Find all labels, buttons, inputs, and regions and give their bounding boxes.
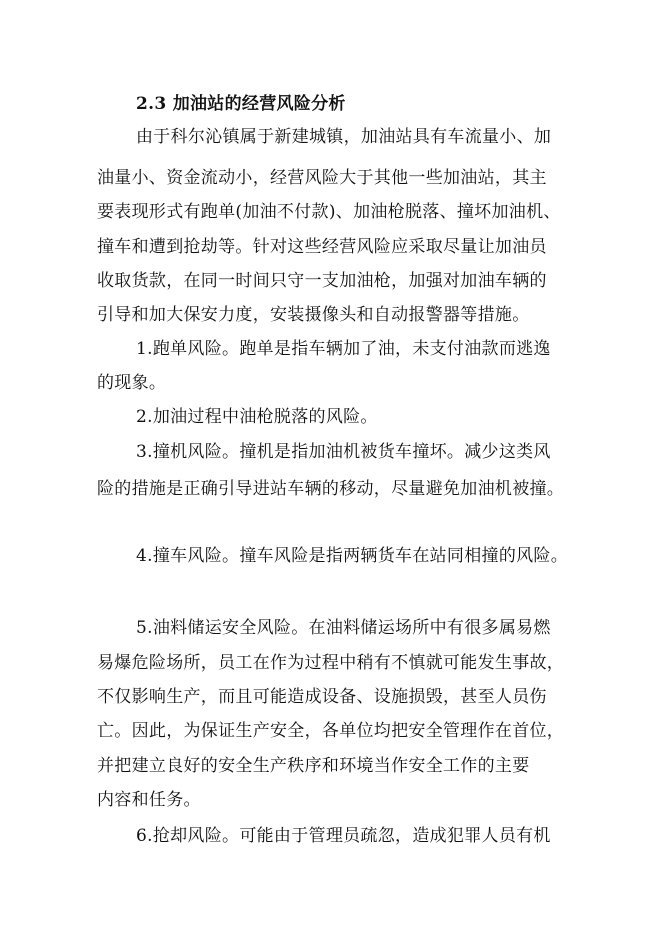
intro-line-1: 由于科尔沁镇属于新建城镇，加油站具有车流量小、加 — [136, 127, 552, 147]
item3-line-1: 3.撞机风险。撞机是指加油机被货车撞坏。减少这类风 — [136, 442, 551, 462]
intro-line-2: 油量小、资金流动小，经营风险大于其他一些加油站，其主 — [97, 168, 547, 188]
intro-line-4: 撞车和遭到抢劫等。针对这些经营风险应采取尽量让加油员 — [97, 237, 547, 257]
item3-line-2: 险的措施是正确引导进站车辆的移动，尽量避免加油机被撞。 — [97, 479, 565, 499]
item2-line: 2.加油过程中油枪脱落的风险。 — [136, 407, 378, 427]
item5-line-2: 易爆危险场所，员工在作为过程中稍有不慎就可能发生事故， — [97, 653, 565, 673]
item5-line-3: 不仅影响生产，而且可能造成设备、设施损毁，甚至人员伤 — [97, 687, 547, 707]
item6-line: 6.抢却风险。可能由于管理员疏忽，造成犯罪人员有机 — [136, 826, 551, 846]
intro-line-5: 收取货款，在同一时间只守一支加油枪，加强对加油车辆的 — [97, 271, 547, 291]
item5-line-6: 内容和任务。 — [97, 790, 201, 810]
item5-line-1: 5.油料储运安全风险。在油料储运场所中有很多属易燃 — [136, 618, 551, 638]
intro-line-3: 要表现形式有跑单(加油不付款)、加油枪脱落、撞坏加油机、 — [97, 202, 561, 222]
item1-line-1: 1.跑单风险。跑单是指车辆加了油，未支付油款而逃逸 — [136, 339, 551, 359]
item1-line-2: 的现象。 — [97, 373, 167, 393]
item5-line-5: 并把建立良好的安全生产秩序和环境当作安全工作的主要 — [97, 756, 530, 776]
section-heading: 2.3 加油站的经营风险分析 — [136, 94, 346, 114]
intro-line-6: 引导和加大保安力度，安装摄像头和自动报警器等措施。 — [97, 305, 530, 325]
item4-line: 4.撞车风险。撞车风险是指两辆货车在站同相撞的风险。 — [136, 546, 569, 566]
item5-line-4: 亡。因此，为保证生产安全，各单位均把安全管理作在首位， — [97, 721, 565, 741]
